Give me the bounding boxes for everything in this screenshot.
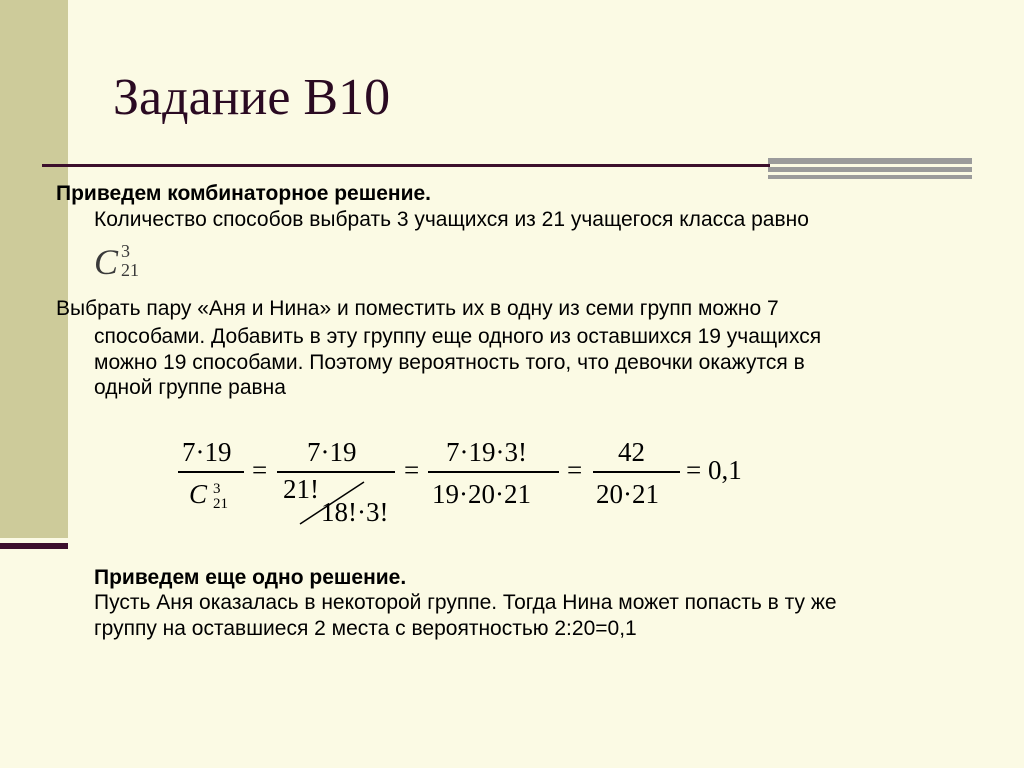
comb-letter: C (94, 242, 119, 282)
fraction-2-bar (277, 471, 395, 473)
fraction-1-bar (178, 471, 244, 473)
slide-title: Задание В10 (113, 69, 391, 126)
fraction-3-bar (428, 471, 559, 473)
fraction-2-numerator: 7·19 (307, 437, 357, 467)
paragraph-line-1: Выбрать пару «Аня и Нина» и поместить их в одну из семи групп можно 7 (56, 297, 779, 320)
second-heading: Приведем еще одно решение. (94, 566, 407, 589)
fraction-3-denominator: 19·20·21 (432, 479, 531, 509)
left-sidebar-band (0, 0, 68, 538)
paragraph-line-3: можно 19 способами. Поэтому вероятность того, что девочки окажутся в (94, 351, 805, 374)
sidebar-accent-bar (0, 543, 68, 549)
intro-line: Количество способов выбрать 3 учащихся из 21 учащегося класса равно (94, 208, 809, 231)
fraction-4-numerator: 42 (618, 437, 645, 467)
title-underline (42, 164, 770, 167)
comb-subscript: 21 (121, 260, 139, 280)
fraction-1-den-sub: 21 (213, 496, 228, 512)
combination-symbol (94, 242, 154, 282)
fraction-1-den-sup: 3 (213, 481, 221, 497)
fraction-3-numerator: 7·19·3! (446, 437, 527, 467)
fraction-4-denominator: 20·21 (596, 479, 659, 509)
fraction-1-numerator: 7·19 (182, 437, 232, 467)
paragraph-line-2: способами. Добавить в эту группу еще одного из оставшихся 19 учащихся (94, 325, 822, 348)
fraction-2-den-bottom: 18!·3! (321, 497, 389, 527)
equals-2: = (404, 455, 420, 485)
fraction-2-slash (298, 480, 368, 526)
intro-heading: Приведем комбинаторное решение. (56, 182, 432, 205)
second-line-1: Пусть Аня оказалась в некоторой группе. Тогда Нина может попасть в ту же (94, 591, 837, 614)
title-grey-bars (768, 158, 972, 179)
formula-result: = 0,1 (686, 455, 742, 485)
fraction-2-den-top: 21! (283, 474, 319, 504)
fraction-1-denominator: C (189, 479, 208, 509)
fraction-4-bar (593, 471, 680, 473)
second-line-2: группу на оставшиеся 2 места с вероятностью 2:20=0,1 (94, 617, 637, 640)
paragraph-line-4: одной группе равна (94, 376, 286, 399)
comb-superscript: 3 (121, 241, 130, 261)
equals-3: = (567, 455, 583, 485)
equals-1: = (252, 455, 268, 485)
